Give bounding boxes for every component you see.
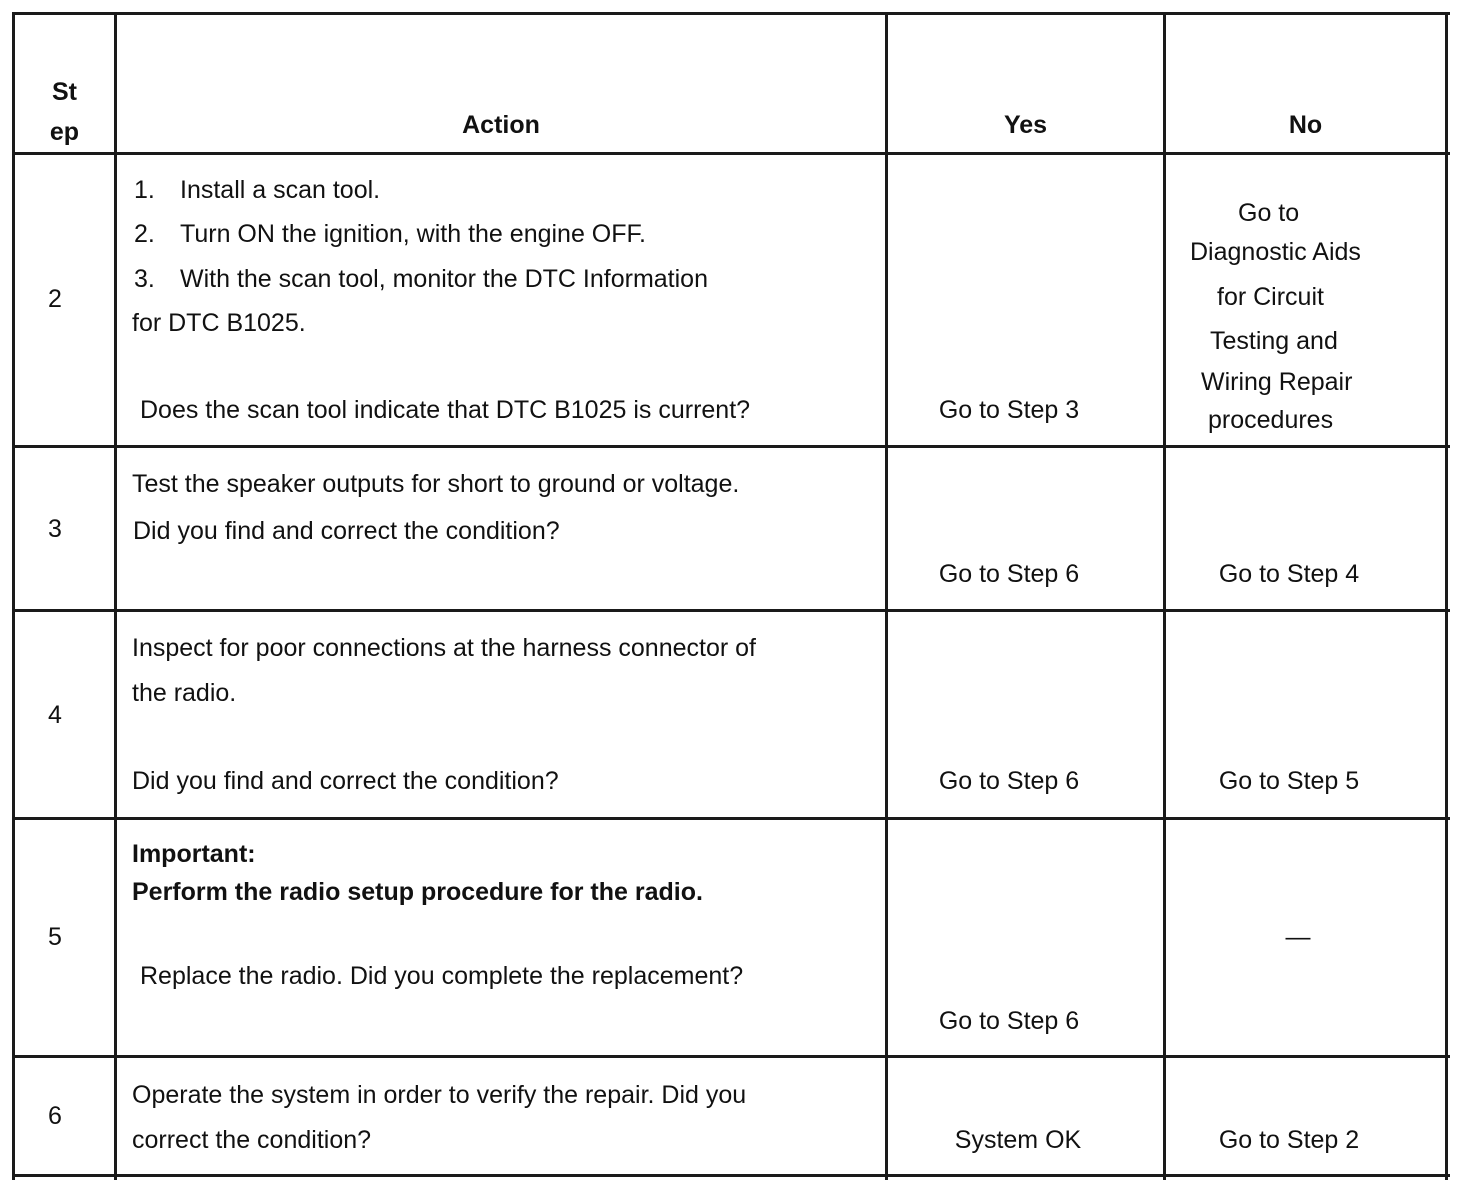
no-result-line: procedures — [1208, 406, 1334, 434]
action-text: Turn ON the ignition, with the engine OFF. — [180, 220, 646, 248]
action-text: With the scan tool, monitor the DTC Information — [180, 265, 708, 293]
table-rule-row3 — [12, 609, 1450, 612]
table-rule-row5 — [12, 1055, 1450, 1058]
no-result-line: Go to — [1238, 199, 1300, 227]
action-text: for DTC B1025. — [132, 309, 306, 337]
no-result-line: Testing and — [1210, 327, 1338, 355]
action-text: the radio. — [132, 679, 237, 707]
table-border-left — [12, 12, 15, 1180]
list-item-number: 2. — [134, 220, 155, 248]
action-question: Replace the radio. Did you complete the replacement? — [140, 962, 744, 990]
important-label: Important: — [132, 840, 256, 868]
step-number: 5 — [48, 923, 62, 951]
table-border-top — [12, 12, 1450, 15]
step-number: 3 — [48, 515, 62, 543]
action-question: Did you find and correct the condition? — [133, 517, 560, 545]
header-step: St ep — [49, 78, 80, 146]
table-border-right — [1445, 12, 1448, 1180]
step-number: 6 — [48, 1102, 62, 1130]
action-text: Test the speaker outputs for short to ground or voltage. — [132, 470, 740, 498]
no-result: Go to Step 4 — [1218, 560, 1360, 588]
table-col-divider-no — [1163, 12, 1166, 1180]
table-col-divider-action — [114, 12, 117, 1180]
no-result-line: Diagnostic Aids — [1190, 238, 1361, 266]
header-action: Action — [462, 111, 540, 139]
no-result-line: for Circuit — [1217, 283, 1324, 311]
table-rule-header — [12, 152, 1450, 155]
table-rule-row4 — [12, 817, 1450, 820]
yes-result: Go to Step 6 — [938, 767, 1080, 795]
action-question: Did you find and correct the condition? — [132, 767, 559, 795]
yes-result: Go to Step 6 — [938, 1007, 1080, 1035]
step-number: 4 — [48, 701, 62, 729]
yes-result: Go to Step 6 — [938, 560, 1080, 588]
action-question: Does the scan tool indicate that DTC B1025 is current? — [140, 396, 751, 424]
no-result: Go to Step 2 — [1218, 1126, 1360, 1154]
header-yes: Yes — [1003, 111, 1048, 139]
important-note: Perform the radio setup procedure for the radio. — [132, 878, 703, 906]
list-item-number: 1. — [134, 176, 155, 204]
list-item-number: 3. — [134, 265, 155, 293]
table-col-divider-yes — [885, 12, 888, 1180]
table-border-bottom — [12, 1174, 1450, 1177]
no-result: Go to Step 5 — [1218, 767, 1360, 795]
table-rule-row2 — [12, 445, 1450, 448]
yes-result: System OK — [954, 1126, 1082, 1154]
yes-result: Go to Step 3 — [938, 396, 1080, 424]
header-no: No — [1288, 111, 1323, 139]
no-result: — — [1285, 923, 1311, 951]
action-text: Install a scan tool. — [180, 176, 381, 204]
action-text: Operate the system in order to verify the repair. Did you — [132, 1081, 747, 1109]
step-number: 2 — [48, 285, 62, 313]
action-question: correct the condition? — [132, 1126, 372, 1154]
no-result-line: Wiring Repair — [1201, 368, 1353, 396]
action-text: Inspect for poor connections at the harness connector of — [132, 634, 756, 662]
